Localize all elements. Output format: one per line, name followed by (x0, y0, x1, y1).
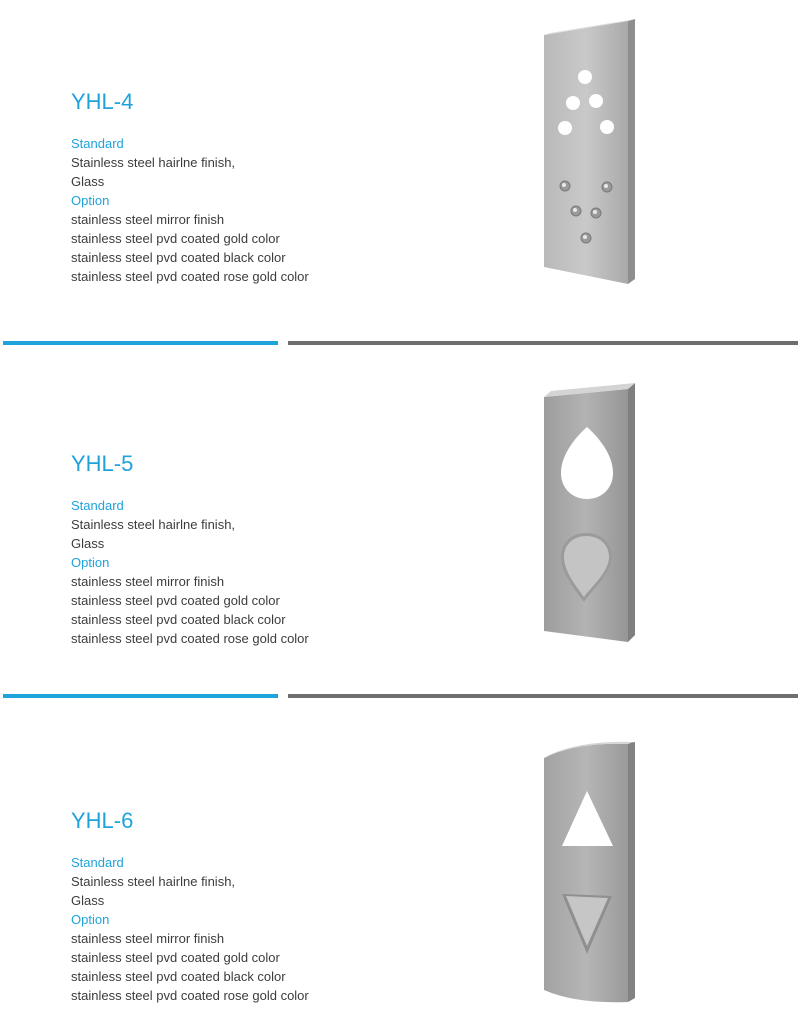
product-section-yhl-4 (0, 0, 800, 330)
yhl-4-panel-image (536, 15, 642, 285)
option-item: stainless steel mirror finish (71, 931, 225, 946)
option-item: stainless steel mirror finish (71, 574, 225, 589)
option-label: Option (71, 912, 110, 927)
standard-item: Stainless steel hairlne finish, (71, 874, 236, 889)
option-item: stainless steel pvd coated rose gold color (71, 269, 309, 284)
option-label: Option (71, 193, 110, 208)
option-item: stainless steel pvd coated black color (71, 969, 286, 984)
option-item: stainless steel pvd coated rose gold color (71, 988, 309, 1003)
yhl-6-panel-image (536, 736, 642, 1008)
option-item: stainless steel pvd coated black color (71, 612, 286, 627)
product-info (71, 89, 309, 286)
product-section-yhl-6 (0, 698, 800, 1020)
option-label: Option (71, 555, 110, 570)
product-info (71, 451, 309, 648)
option-item: stainless steel pvd coated black color (71, 250, 286, 265)
product-model: YHL-6 (71, 808, 134, 833)
product-model: YHL-5 (71, 451, 134, 476)
standard-item: Stainless steel hairlne finish, (71, 517, 236, 532)
standard-label: Standard (71, 498, 124, 513)
option-item: stainless steel pvd coated rose gold color (71, 631, 309, 646)
standard-label: Standard (71, 855, 124, 870)
standard-item: Glass (71, 174, 105, 189)
option-item: stainless steel pvd coated gold color (71, 950, 280, 965)
option-item: stainless steel mirror finish (71, 212, 225, 227)
standard-label: Standard (71, 136, 124, 151)
option-item: stainless steel pvd coated gold color (71, 593, 280, 608)
standard-item: Glass (71, 893, 105, 908)
product-info (71, 808, 309, 1005)
option-item: stainless steel pvd coated gold color (71, 231, 280, 246)
yhl-5-panel-image (536, 377, 642, 647)
product-section-yhl-5 (0, 345, 800, 690)
standard-item: Stainless steel hairlne finish, (71, 155, 236, 170)
standard-item: Glass (71, 536, 105, 551)
product-model: YHL-4 (71, 89, 134, 114)
